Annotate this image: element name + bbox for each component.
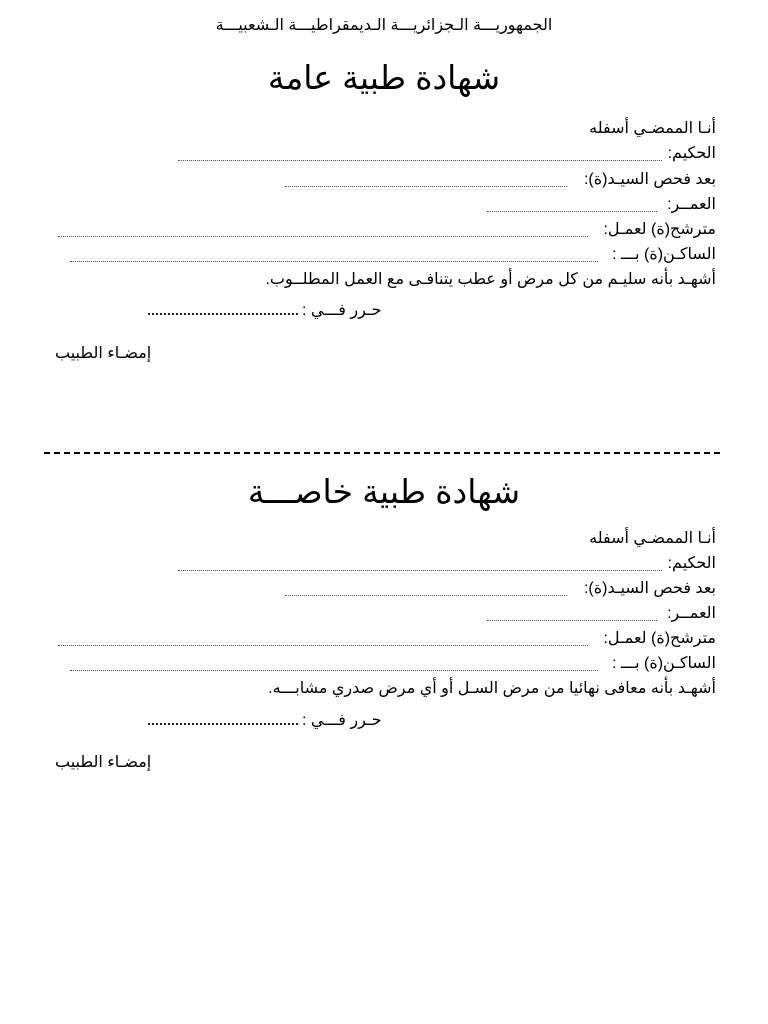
written-at-label: : حـرر فـــي bbox=[302, 712, 382, 729]
doctor-signature-label: إمضـاء الطبيب bbox=[55, 345, 152, 362]
age-label: العمــر: bbox=[667, 196, 716, 213]
age-field[interactable] bbox=[487, 211, 657, 212]
health-statement: أشهـد بأنه سليـم من كل مرض أو عطب يتنافـى مع العمل المطلــوب. bbox=[265, 271, 716, 288]
written-at-field[interactable] bbox=[148, 723, 298, 725]
doctor-label: الحكيم: bbox=[667, 555, 716, 572]
exam-label: بعد فحص السيـد(ة): bbox=[583, 580, 716, 597]
doctor-signature-label: إمضـاء الطبيب bbox=[55, 754, 152, 771]
candidate-label: مترشح(ة) لعمـل: bbox=[603, 221, 716, 238]
candidate-label: مترشح(ة) لعمـل: bbox=[603, 630, 716, 647]
written-at-field[interactable] bbox=[148, 313, 298, 315]
job-field[interactable] bbox=[58, 236, 588, 237]
written-at-label: : حـرر فـــي bbox=[302, 302, 382, 319]
republic-header: الجمهوريـــة الـجزائريـــة الـديمقراطيـــة الـشعبيـــة bbox=[215, 17, 553, 34]
intro-line: أنـا الممضـي أسفله bbox=[589, 120, 716, 137]
exam-label: بعد فحص السيـد(ة): bbox=[583, 171, 716, 188]
address-field[interactable] bbox=[70, 670, 598, 671]
resident-label: الساكـن(ة) بـــ : bbox=[612, 246, 716, 263]
doctor-field[interactable] bbox=[178, 160, 662, 161]
job-field[interactable] bbox=[58, 645, 588, 646]
age-field[interactable] bbox=[487, 620, 657, 621]
address-field[interactable] bbox=[70, 261, 598, 262]
intro-line: أنـا الممضـي أسفله bbox=[589, 530, 716, 547]
resident-label: الساكـن(ة) بـــ : bbox=[612, 655, 716, 672]
doctor-field[interactable] bbox=[178, 570, 662, 571]
health-statement: أشهـد بأنه معافى نهائيا من مرض السـل أو أي مرض صدري مشابـــه. bbox=[268, 680, 716, 697]
cut-line-separator bbox=[44, 452, 720, 454]
certificate-title-general: شهادة طبية عامة bbox=[267, 59, 501, 96]
age-label: العمــر: bbox=[667, 605, 716, 622]
patient-name-field[interactable] bbox=[285, 595, 567, 596]
certificate-title-special: شهادة طبية خاصـــة bbox=[247, 473, 521, 510]
patient-name-field[interactable] bbox=[285, 186, 567, 187]
doctor-label: الحكيم: bbox=[667, 145, 716, 162]
